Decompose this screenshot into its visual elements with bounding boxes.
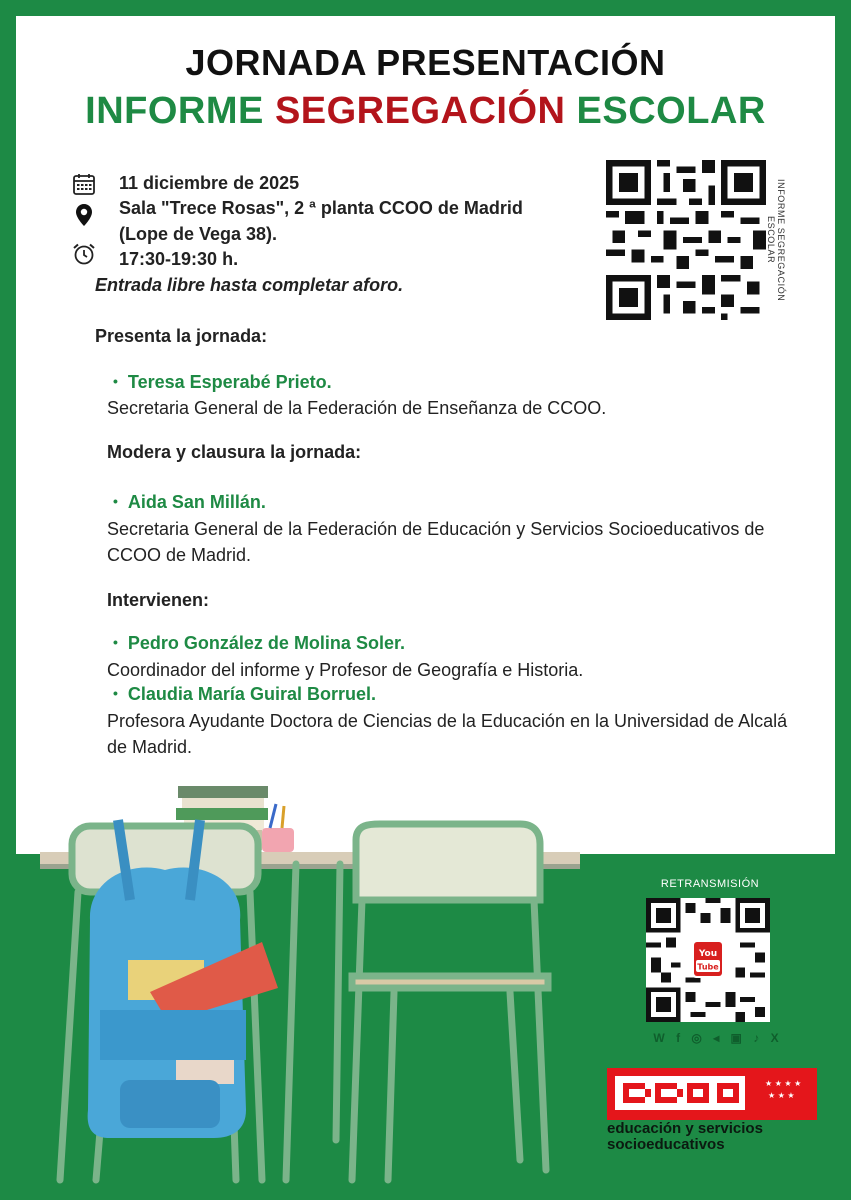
qr-code-informe[interactable] [606,160,766,320]
social-icons-row[interactable]: W f ◎ ◂ ▣ ♪ X [653,1031,783,1045]
presenta-speaker-role: Secretaria General de la Federación de Enseñanza de CCOO. [107,398,607,418]
presenta-heading: Presenta la jornada: [95,326,268,346]
ccoo-logo-mark [607,1068,817,1120]
entry-note: Entrada libre hasta completar aforo. [95,275,404,295]
svg-text:You: You [698,949,718,959]
subtitle-word-informe: INFORME [85,90,264,132]
qr-side-label: INFORME SEGREGACIÓN ESCOLAR [766,178,786,302]
speaker-2-name: • Claudia María Guiral Borruel. [113,684,376,705]
svg-text:Tube: Tube [697,962,719,972]
location-pin-icon [72,203,96,227]
svg-text:★ ★ ★ ★: ★ ★ ★ ★ [765,1079,802,1088]
event-title: JORNADA PRESENTACIÓN [185,42,666,83]
modera-heading: Modera y clausura la jornada: [107,442,362,462]
retransmision-label: RETRANSMISIÓN [660,878,760,890]
intervienen-heading: Intervienen: [107,590,210,610]
org-name-line2: socioeducativos [607,1136,725,1153]
speaker-1-role: Coordinador del informe y Profesor de Geografía e Historia. [107,660,584,680]
event-address: (Lope de Vega 38). [119,224,278,244]
svg-text:★ ★ ★: ★ ★ ★ [768,1091,795,1100]
speaker-2-role: Profesora Ayudante Doctora de Ciencias de la Educación en la Universidad de Alcalá de Madrid. [107,711,788,757]
right-chair [286,824,548,1180]
org-name [607,1121,837,1153]
calendar-icon [72,172,96,196]
event-venue: Sala "Trece Rosas", 2 ª planta CCOO de Madrid [119,198,523,218]
modera-speaker-name: • Aida San Millán. [113,492,266,513]
classroom-illustration [0,760,600,1200]
speaker-1-name: • Pedro González de Molina Soler. [113,633,405,654]
subtitle-word-segregacion: SEGREGACIÓN [274,90,566,132]
subtitle-word-escolar: ESCOLAR [576,90,766,132]
org-name-line1: educación y servicios [607,1120,763,1137]
youtube-icon [692,940,724,978]
event-date: 11 diciembre de 2025 [119,173,300,193]
ccoo-logo [607,1068,817,1120]
modera-speaker-role: Secretaria General de la Federación de Educación y Servicios Socioeducativos de CCOO de Madrid. [107,519,765,565]
presenta-speaker-name: • Teresa Esperabé Prieto. [113,372,332,393]
event-subtitle [0,90,851,133]
alarm-clock-icon [72,242,96,266]
event-time: 17:30-19:30 h. [119,249,239,269]
